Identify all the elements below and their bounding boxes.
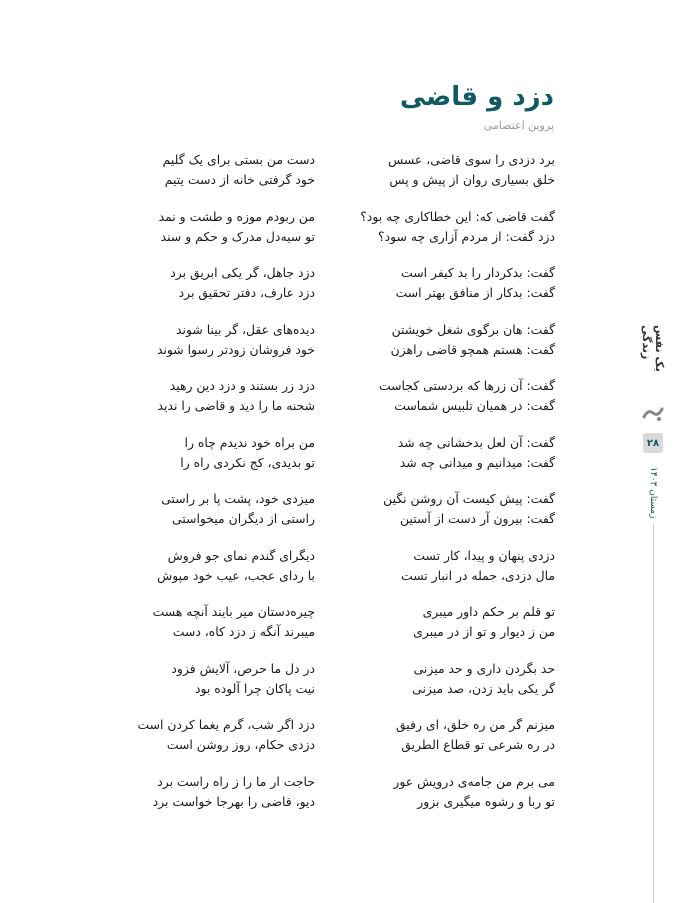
verse-line: دزد اگر شب، گرم یغما کردن است — [137, 717, 315, 732]
stanza — [355, 715, 555, 772]
stanza — [355, 320, 555, 377]
verse-line: در ره شرعی تو قطاع الطریق — [401, 737, 555, 752]
stanza — [355, 602, 555, 659]
verse-line: دزدی پنهان و پیدا، کار تست — [413, 547, 555, 563]
verse-line: من ربودم موزه و طشت و نمد — [158, 208, 315, 224]
verse-line: خلق بسیاری روان از پیش و پس — [389, 172, 555, 187]
verse-line: تو سیه‌دل مدرک و حکم و سند — [160, 228, 315, 244]
stanza — [355, 659, 555, 716]
stanza — [115, 715, 315, 772]
verse-line: شحنه ما را دید و قاضی را ندید — [157, 398, 315, 413]
verse-line: گفت: هان برگوی شغل خویشتن — [391, 321, 555, 337]
verse-line: گفت قاضی که: این خطاکاری چه بود؟ — [360, 208, 555, 224]
verse-line: نیت پاکان چرا آلوده بود — [194, 680, 315, 696]
verse-line: گفت: بیرون آر دست از آستین — [400, 511, 555, 526]
stanza — [115, 602, 315, 659]
verse-line: گفت: هستم همچو قاضی راهزن — [390, 341, 555, 357]
verse-line: گر یکی باید زدن، صد میزنی — [412, 680, 555, 696]
stanza — [355, 207, 555, 264]
verse-line: گفت: پیش کیست آن روشن نگین — [383, 491, 555, 506]
magazine-logo-icon — [642, 403, 664, 425]
verse-line: گفت: در همیان تلبیس شماست — [394, 398, 555, 413]
verse-line: من براه خود ندیدم چاه را — [184, 434, 315, 450]
stanza — [355, 263, 555, 320]
stanza — [115, 320, 315, 377]
stanza — [115, 263, 315, 320]
verse-line: خود فروشان زودتر رسوا شوند — [156, 341, 315, 357]
verse-line: مال دزدی، جمله در انبار تست — [401, 567, 555, 583]
verse-line: دیگرای گندم نمای جو فروش — [167, 547, 315, 563]
page-number: ۲۸ — [643, 433, 663, 453]
verse-line: گفت: بدکار از منافق بهتر است — [395, 285, 555, 300]
verse-line: میزنم گر من ره خلق، ای رفیق — [395, 717, 555, 732]
stanza — [355, 772, 555, 829]
magazine-name: یک نفس زندگی — [640, 325, 666, 372]
verse-line: دزد جاهل، گر یکی ابریق برد — [170, 265, 315, 280]
verse-line: حاجت ار ما را ز راه راست برد — [157, 773, 315, 789]
verse-line: دزد زر بستند و دزد دین رهید — [169, 378, 315, 393]
verse-line: گفت: بدکردار را بد کیفر است — [401, 265, 555, 280]
verse-line: میبرند آنگه ز دزد کاه، دست — [172, 624, 315, 639]
stanza — [355, 546, 555, 603]
poem-title: دزد و قاضی — [399, 82, 554, 112]
verse-line: میزدی خود، پشت پا بر راستی — [161, 491, 315, 506]
verse-line: دیده‌های عقل، گر بینا شوند — [176, 321, 315, 337]
verse-line: گفت: آن لعل بدخشانی چه شد — [397, 434, 555, 450]
verse-line: دزدی حکام، روز روشن است — [166, 737, 315, 752]
stanza — [115, 772, 315, 829]
verse-line: من ز دیوار و تو از در میبری — [413, 624, 555, 639]
stanza — [355, 150, 555, 207]
stanza — [355, 376, 555, 433]
verse-line: حد بگردن داری و حد میزنی — [413, 660, 555, 676]
stanza — [115, 433, 315, 490]
stanza — [115, 207, 315, 264]
poem-column-left — [115, 150, 315, 828]
stanza — [115, 150, 315, 207]
verse-line: با ردای عجب، عیب خود مپوش — [157, 567, 315, 583]
verse-line: خود گرفتی خانه از دست یتیم — [164, 172, 315, 187]
verse-line: تو ربا و رشوه میگیری بزور — [417, 793, 555, 809]
poem-column-right — [355, 150, 555, 828]
stanza — [115, 546, 315, 603]
verse-line: دزد عارف، دفتر تحقیق برد — [178, 285, 315, 300]
poem-author: پروین اعتصامی — [483, 119, 554, 132]
verse-line: راستی از دیگران میخواستی — [172, 511, 315, 526]
verse-line: دست من بستی برای یک گلیم — [162, 152, 315, 167]
verse-line: دزد گفت: از مردم آزاری چه سود؟ — [378, 228, 555, 244]
stanza — [115, 376, 315, 433]
issue-label: زمستان ۱۴۰۳ — [648, 466, 658, 518]
stanza — [115, 489, 315, 546]
verse-line: در دل ما حرص، آلایش فزود — [171, 660, 315, 676]
sidebar — [638, 325, 668, 900]
stanza — [355, 433, 555, 490]
verse-line: چیره‌دستان میر بایند آنچه هست — [152, 604, 315, 619]
verse-line: تو بدیدی، کج نکردی راه را — [180, 454, 315, 470]
stanza — [355, 489, 555, 546]
verse-line: می برم من جامه‌ی درویش عور — [393, 773, 555, 789]
verse-line: گفت: میدانیم و میدانی چه شد — [399, 454, 555, 470]
sidebar-divider — [653, 523, 654, 903]
verse-line: گفت: آن زرها که بردستی کجاست — [378, 378, 555, 393]
verse-line: تو قلم بر حکم داور میبری — [422, 604, 555, 619]
verse-line: دیو، قاضی را بهرجا خواست برد — [152, 793, 315, 809]
stanza — [115, 659, 315, 716]
verse-line: برد دزدی را سوی قاضی، عسس — [388, 152, 555, 167]
